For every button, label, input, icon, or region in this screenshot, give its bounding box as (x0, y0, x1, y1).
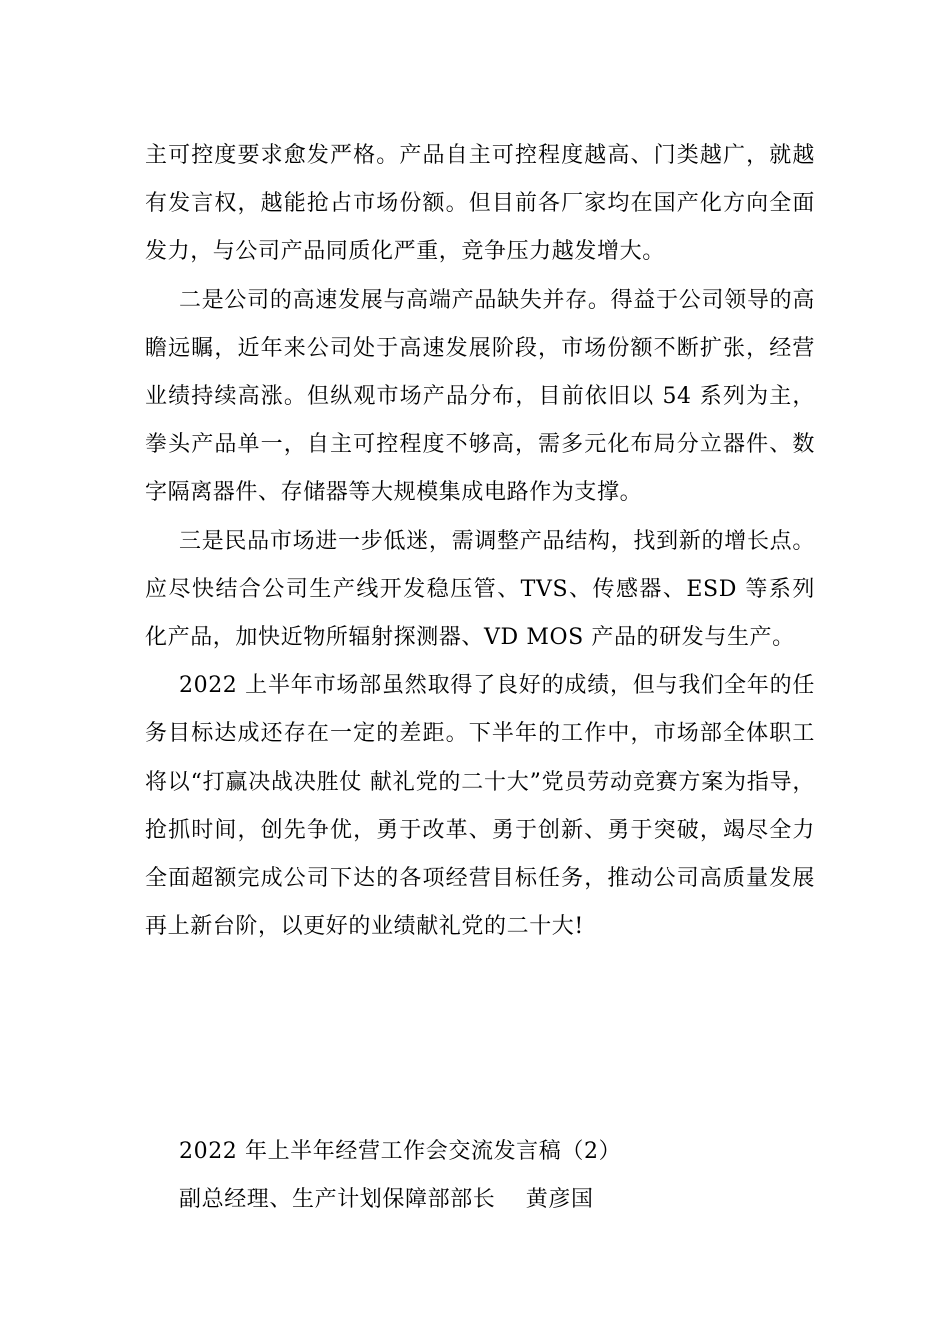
next-section-author: 副总经理、生产计划保障部部长 黄彦国 (179, 1187, 594, 1212)
paragraph-2: 二是公司的高速发展与高端产品缺失并存。得益于公司领导的高瞻远瞩，近年来公司处于高速发展阶段，市场份额不断扩张，经营业绩持续高涨。但纵观市场产品分布，目前依旧以 54 系列为主，拳头产品单一，自主可控程度不够高，需多元化布局分立器件、数字隔离器件、存储器等大规模集成电路作为支撑。 (145, 287, 815, 506)
document-body (145, 132, 815, 951)
paragraph-3: 三是民品市场进一步低迷，需调整产品结构，找到新的增长点。应尽快结合公司生产线开发稳压管、TVS、传感器、ESD 等系列化产品，加快近物所辐射探测器、VD MOS 产品的研发与生产。 (145, 528, 815, 651)
paragraph-4: 2022 上半年市场部虽然取得了良好的成绩，但与我们全年的任务目标达成还存在一定的差距。下半年的工作中，市场部全体职工将以“打赢决战决胜仗 献礼党的二十大”党员劳动竞赛方案为指导，抢抓时间，创先争优，勇于改革、勇于创新、勇于突破，竭尽全力全面超额完成公司下达的各项经营目标任务，推动公司高质量发展再上新台阶，以更好的业绩献礼党的二十大! (145, 673, 815, 940)
next-section-header (179, 1128, 819, 1224)
next-section-title: 2022 年上半年经营工作会交流发言稿（2） (179, 1139, 622, 1164)
paragraph-1: 主可控度要求愈发严格。产品自主可控程度越高、门类越广，就越有发言权，越能抢占市场份额。但目前各厂家均在国产化方向全面发力，与公司产品同质化严重，竞争压力越发增大。 (145, 143, 815, 265)
